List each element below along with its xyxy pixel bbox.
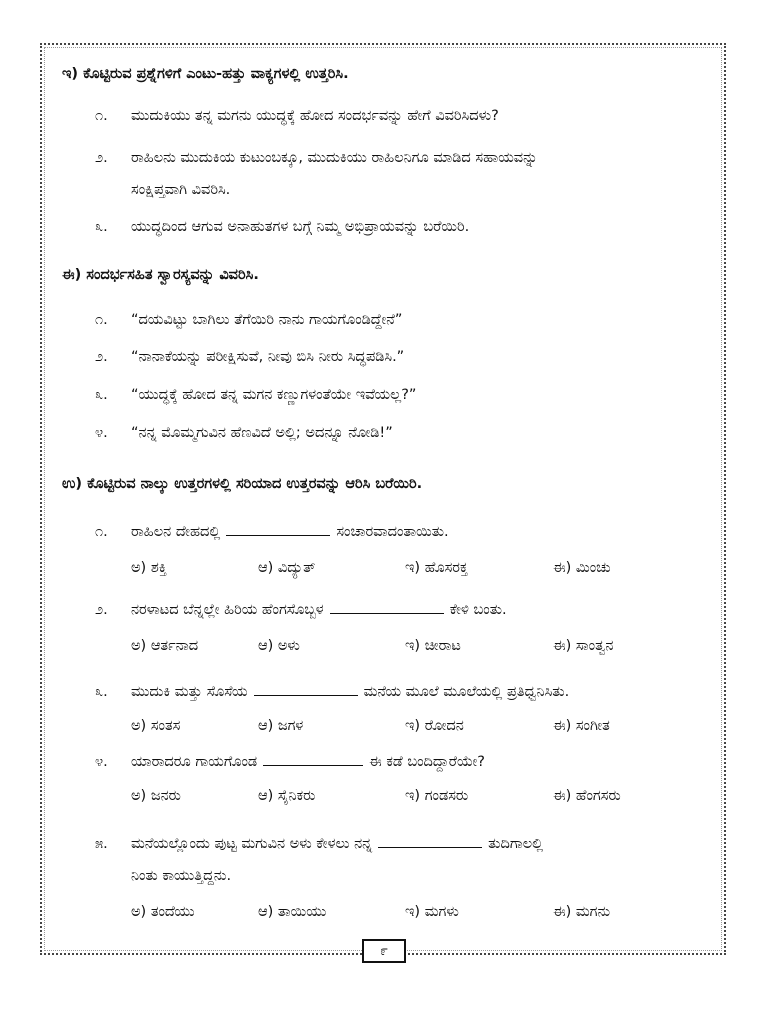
mcq-5-option-a: ಅ) ತಂದೆಯು	[131, 904, 195, 920]
question-number: ೩.	[95, 219, 108, 235]
section-iii-heading: ಉ) ಕೊಟ್ಟಿರುವ ನಾಲ್ಕು ಉತ್ತರಗಳಲ್ಲಿ ಸರಿಯಾದ ಉತ್ತರವನ್ನು ಆರಿಸಿ ಬರೆಯಿರಿ.	[62, 476, 423, 492]
answer-blank	[378, 846, 482, 848]
mcq-5-question	[95, 834, 543, 854]
mcq-2-option-c: ಇ) ಚೀರಾಟ	[405, 638, 461, 654]
section-i-heading: ಇ) ಕೊಟ್ಟಿರುವ ಪ್ರಶ್ನೆಗಳಿಗೆ ಎಂಟು-ಹತ್ತು ವಾಕ್ಯಗಳಲ್ಲಿ ಉತ್ತರಿಸಿ.	[62, 66, 349, 82]
answer-blank	[226, 534, 330, 536]
section-ii-heading: ಈ) ಸಂದರ್ಭಸಹಿತ ಸ್ವಾರಸ್ಯವನ್ನು ವಿವರಿಸಿ.	[62, 267, 259, 283]
mcq-2-option-b: ಆ) ಅಳು	[258, 638, 300, 654]
answer-blank	[254, 694, 358, 696]
question-number: ೧.	[95, 108, 108, 124]
mcq-3-option-a: ಅ) ಸಂತಸ	[131, 718, 181, 734]
answer-blank	[263, 764, 363, 766]
mcq-2-option-a: ಅ) ಆರ್ತನಾದ	[131, 638, 199, 654]
question-text: ಮನೆಯಲ್ಲೊಂದು ಪುಟ್ಟ ಮಗುವಿನ ಅಳು ಕೇಳಲು ನನ್ನ	[131, 836, 373, 852]
mcq-5-option-c: ಇ) ಮಗಳು	[405, 904, 459, 920]
mcq-4-option-c: ಇ) ಗಂಡಸರು	[405, 788, 469, 804]
question-number: ೪.	[95, 754, 108, 770]
mcq-2-question	[95, 600, 507, 620]
mcq-4-option-a: ಅ) ಜನರು	[131, 788, 181, 804]
question-text: ಮನೆಯ ಮೂಲೆ ಮೂಲೆಯಲ್ಲಿ ಪ್ರತಿಧ್ವನಿಸಿತು.	[363, 684, 570, 700]
question-number: ೨.	[95, 150, 108, 166]
question-text: ಮುದುಕಿಯು ತನ್ನ ಮಗನು ಯುದ್ಧಕ್ಕೆ ಹೋದ ಸಂದರ್ಭವನ್ನು ಹೇಗೆ ವಿವರಿಸಿದಳು?	[131, 108, 499, 124]
section-i-question-2	[95, 148, 538, 168]
mcq-1-option-a: ಅ) ಶಕ್ತಿ	[131, 560, 167, 576]
question-text: “ದಯವಿಟ್ಟು ಬಾಗಿಲು ತೆಗೆಯಿರಿ ನಾನು ಗಾಯಗೊಂಡಿದ್ದೇನೆ”	[131, 312, 403, 328]
mcq-3-option-d: ಈ) ಸಂಗೀತ	[553, 718, 610, 734]
question-text: ಯಾರಾದರೂ ಗಾಯಗೊಂಡ	[131, 754, 258, 770]
mcq-2-option-d: ಈ) ಸಾಂತ್ವನ	[553, 638, 614, 654]
mcq-1-question	[95, 522, 449, 542]
mcq-3-option-b: ಆ) ಜಗಳ	[258, 718, 304, 734]
section-ii-question-2	[95, 347, 404, 367]
question-number: ೪.	[95, 425, 108, 441]
mcq-1-option-b: ಆ) ವಿದ್ಯುತ್	[258, 560, 316, 576]
mcq-1-option-c: ಇ) ಹೊಸರಕ್ತ	[405, 560, 468, 576]
mcq-5-question-cont: ನಿಂತು ಕಾಯುತ್ತಿದ್ದನು.	[131, 868, 232, 884]
question-number: ೧.	[95, 524, 108, 540]
mcq-1-option-d: ಈ) ಮಿಂಚು	[553, 560, 611, 576]
question-text: ತುದಿಗಾಲಲ್ಲಿ	[488, 836, 544, 852]
section-ii-question-4	[95, 423, 393, 443]
mcq-5-option-b: ಆ) ತಾಯಿಯು	[258, 904, 327, 920]
answer-blank	[330, 612, 444, 614]
section-i-question-3	[95, 217, 469, 237]
question-text: ಮುದುಕಿ ಮತ್ತು ಸೊಸೆಯ	[131, 684, 248, 700]
mcq-4-option-b: ಆ) ಸೈನಿಕರು	[258, 788, 316, 804]
question-text: ಸಂಚಾರವಾದಂತಾಯಿತು.	[336, 524, 449, 540]
mcq-3-question	[95, 682, 569, 702]
question-text: ರಾಹಿಲನು ಮುದುಕಿಯ ಕುಟುಂಬಕ್ಕೂ, ಮುದುಕಿಯು ರಾಹಿಲನಿಗೂ ಮಾಡಿದ ಸಹಾಯವನ್ನು	[131, 150, 538, 166]
section-ii-question-1	[95, 310, 402, 330]
mcq-4-option-d: ಈ) ಹೆಂಗಸರು	[553, 788, 621, 804]
section-ii-question-3	[95, 385, 416, 405]
question-text: ಕೇಳಿ ಬಂತು.	[449, 602, 507, 618]
mcq-3-option-c: ಇ) ರೋದನ	[405, 718, 464, 734]
question-text: “ನನ್ನ ಮೊಮ್ಮಗುವಿನ ಹೆಣವಿದೆ ಅಲ್ಲಿ; ಅದನ್ನೂ ನೋಡಿ!”	[131, 425, 393, 441]
question-number: ೧.	[95, 312, 108, 328]
question-text: ನರಳಾಟದ ಬೆನ್ನಲ್ಲೇ ಹಿರಿಯ ಹೆಂಗಸೊಬ್ಬಳ	[131, 602, 324, 618]
section-i-question-2-cont: ಸಂಕ್ಷಿಪ್ತವಾಗಿ ವಿವರಿಸಿ.	[131, 182, 231, 198]
mcq-5-option-d: ಈ) ಮಗನು	[553, 904, 611, 920]
question-number: ೨.	[95, 349, 108, 365]
question-number: ೩.	[95, 387, 108, 403]
question-text: ರಾಹಿಲನ ದೇಹದಲ್ಲಿ	[131, 524, 221, 540]
question-text: ಈ ಕಡೆ ಬಂದಿದ್ದಾರೆಯೇ?	[369, 754, 485, 770]
mcq-4-question	[95, 752, 485, 772]
section-i-question-1	[95, 106, 499, 126]
question-text: “ನಾನಾಕೆಯನ್ನು ಪರೀಕ್ಷಿಸುವೆ, ನೀವು ಬಿಸಿ ನೀರು ಸಿದ್ಧಪಡಿಸಿ.”	[131, 349, 405, 365]
page-number: ೯	[362, 939, 406, 963]
question-number: ೫.	[95, 836, 108, 852]
question-number: ೩.	[95, 684, 108, 700]
question-text: ಯುದ್ಧದಿಂದ ಆಗುವ ಅನಾಹುತಗಳ ಬಗ್ಗೆ ನಿಮ್ಮ ಅಭಿಪ್ರಾಯವನ್ನು ಬರೆಯಿರಿ.	[131, 219, 470, 235]
question-text: “ಯುದ್ಧಕ್ಕೆ ಹೋದ ತನ್ನ ಮಗನ ಕಣ್ಣುಗಳಂತೆಯೇ ಇವೆಯಲ್ಲ?”	[131, 387, 417, 403]
question-number: ೨.	[95, 602, 108, 618]
